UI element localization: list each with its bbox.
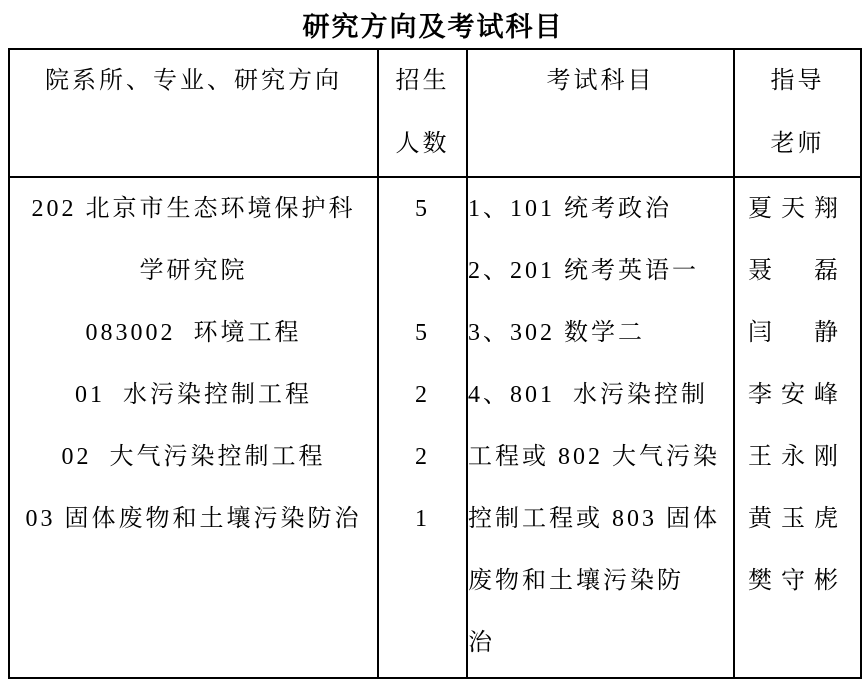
exam-subject-line: 工程或 802 大气污染 xyxy=(468,444,720,470)
subjects-table xyxy=(8,48,862,679)
advisor-name: 樊守彬 xyxy=(748,568,847,594)
page-title: 研究方向及考试科目 xyxy=(302,12,564,42)
header-advisor-line1: 指导 xyxy=(770,68,825,94)
major-line: 03 固体废物和土壤污染防治 xyxy=(25,506,362,532)
header-major xyxy=(9,49,378,177)
advisor-name: 王永刚 xyxy=(748,444,847,470)
enrollment-count: 5 xyxy=(415,196,430,222)
exam-subject-line: 废物和土壤污染防 xyxy=(468,568,684,594)
header-exam-subjects xyxy=(467,49,734,177)
cell-enrollment-counts xyxy=(378,177,467,678)
enrollment-count: 2 xyxy=(415,382,430,408)
exam-subject-line: 1、101 统考政治 xyxy=(468,196,672,222)
exam-subject-line: 治 xyxy=(468,630,495,656)
exam-subject-line: 3、302 数学二 xyxy=(468,320,645,346)
exam-subject-line: 2、201 统考英语一 xyxy=(468,258,699,284)
enrollment-count xyxy=(379,240,466,302)
advisor-name: 李安峰 xyxy=(748,382,847,408)
advisor-name: 闫 静 xyxy=(748,320,847,346)
header-exam-subjects-label: 考试科目 xyxy=(546,68,655,94)
enrollment-count: 5 xyxy=(415,320,430,346)
advisor-name: 夏天翔 xyxy=(748,196,847,222)
cell-exam-subjects xyxy=(467,177,734,678)
cell-major xyxy=(9,177,378,678)
major-line: 202 北京市生态环境保护科 xyxy=(31,196,356,222)
major-line: 学研究院 xyxy=(139,258,248,284)
header-enrollment-line2: 人数 xyxy=(395,131,450,157)
header-advisor-line2: 老师 xyxy=(770,131,825,157)
header-advisor xyxy=(734,49,861,177)
enrollment-count: 1 xyxy=(415,506,430,532)
major-line: 02 大气污染控制工程 xyxy=(61,444,326,470)
header-major-label: 院系所、专业、研究方向 xyxy=(45,68,342,94)
advisor-name: 聂 磊 xyxy=(748,258,847,284)
header-enrollment-line1: 招生 xyxy=(395,68,450,94)
major-line: 01 水污染控制工程 xyxy=(75,382,312,408)
table-header-row xyxy=(9,49,861,177)
cell-advisors xyxy=(734,177,861,678)
enrollment-count: 2 xyxy=(415,444,430,470)
table-body-row xyxy=(9,177,861,678)
exam-subject-line: 控制工程或 803 固体 xyxy=(468,506,720,532)
header-enrollment xyxy=(378,49,467,177)
exam-subject-line: 4、801 水污染控制 xyxy=(468,382,708,408)
major-line: 083002 环境工程 xyxy=(85,320,302,346)
advisor-name: 黄玉虎 xyxy=(748,506,847,532)
